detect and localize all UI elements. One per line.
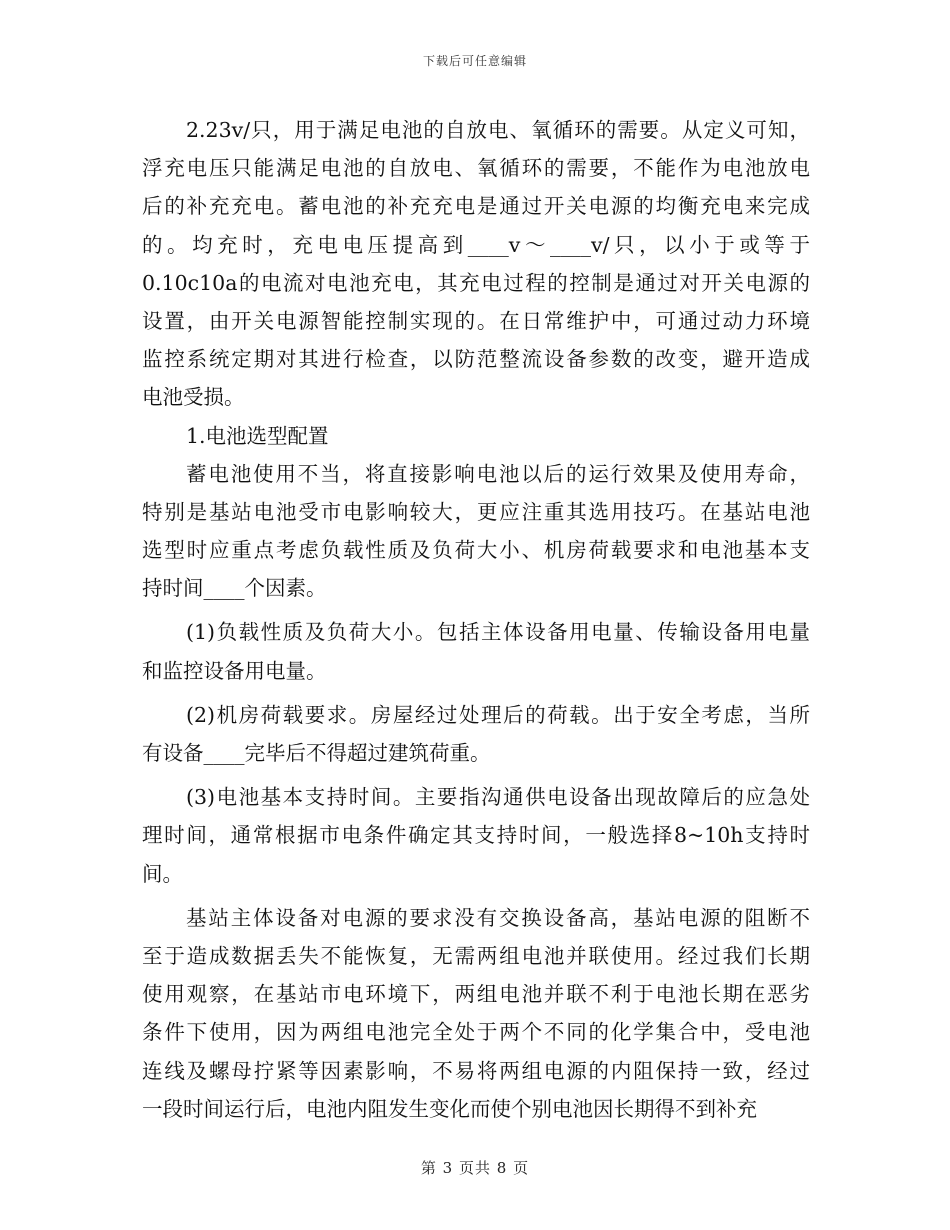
text-line: (2)机房荷载要求。房屋经过处理后的荷载。出于安全考虑，当所 bbox=[186, 702, 810, 727]
text-line: 持时间____个因素。 bbox=[142, 576, 327, 601]
text-line: 一段时间运行后，电池内阻发生变化而使个别电池因长期得不到补充 bbox=[142, 1096, 757, 1121]
document-body bbox=[142, 111, 810, 1128]
text-line: 基站主体设备对电源的要求没有交换设备高，基站电源的阻断不 bbox=[186, 905, 810, 930]
text-line: 间。 bbox=[142, 861, 183, 886]
text-line: 1.电池选型配置 bbox=[186, 423, 329, 448]
paragraph bbox=[142, 455, 810, 608]
text-line: 至于造成数据丢失不能恢复，无需两组电池并联使用。经过我们长期 bbox=[142, 943, 810, 968]
text-line: 的。均充时，充电电压提高到____v～____v/只，以小于或等于 bbox=[142, 232, 810, 257]
text-line: (1)负载性质及负荷大小。包括主体设备用电量、传输设备用电量 bbox=[186, 620, 810, 645]
text-line: 理时间，通常根据市电条件确定其支持时间，一般选择8~10h支持时 bbox=[142, 823, 810, 848]
text-line: 2.23v/只，用于满足电池的自放电、氧循环的需要。从定义可知， bbox=[186, 118, 810, 142]
text-line: 使用观察，在基站市电环境下，两组电池并联不利于电池长期在恶劣 bbox=[142, 982, 810, 1007]
text-line: 后的补充充电。蓄电池的补充充电是通过开关电源的均衡充电来完成 bbox=[142, 194, 810, 219]
text-line: 和监控设备用电量。 bbox=[142, 658, 327, 683]
page-footer: 第 3 页共 8 页 bbox=[420, 1159, 530, 1177]
text-line: 有设备____完毕后不得超过建筑荷重。 bbox=[142, 741, 491, 765]
text-line: 选型时应重点考虑负载性质及负荷大小、机房荷载要求和电池基本支 bbox=[142, 538, 810, 563]
paragraph bbox=[142, 778, 810, 893]
text-line: 0.10c10a的电流对电池充电，其充电过程的控制是通过对开关电源的 bbox=[142, 270, 810, 295]
paragraph bbox=[142, 111, 810, 417]
paragraph bbox=[142, 696, 810, 772]
paragraph bbox=[142, 417, 810, 455]
text-line: 条件下使用，因为两组电池完全处于两个不同的化学集合中，受电池 bbox=[142, 1020, 810, 1045]
text-line: 连线及螺母拧紧等因素影响，不易将两组电源的内阻保持一致，经过 bbox=[142, 1058, 810, 1083]
text-line: 浮充电压只能满足电池的自放电、氧循环的需要，不能作为电池放电 bbox=[142, 156, 810, 181]
text-line: 电池受损。 bbox=[142, 385, 245, 410]
text-line: 设置，由开关电源智能控制实现的。在日常维护中，可通过动力环境 bbox=[142, 308, 810, 333]
page-header: 下载后可任意编辑 bbox=[422, 54, 527, 68]
text-line: 监控系统定期对其进行检查，以防范整流设备参数的改变，避开造成 bbox=[142, 347, 810, 372]
text-line: 特别是基站电池受市电影响较大，更应注重其选用技巧。在基站电池 bbox=[142, 499, 810, 524]
paragraph bbox=[142, 613, 810, 689]
paragraph bbox=[142, 899, 810, 1128]
text-line: 蓄电池使用不当，将直接影响电池以后的运行效果及使用寿命， bbox=[186, 461, 810, 486]
text-line: (3)电池基本支持时间。主要指沟通供电设备出现故障后的应急处 bbox=[186, 785, 810, 810]
